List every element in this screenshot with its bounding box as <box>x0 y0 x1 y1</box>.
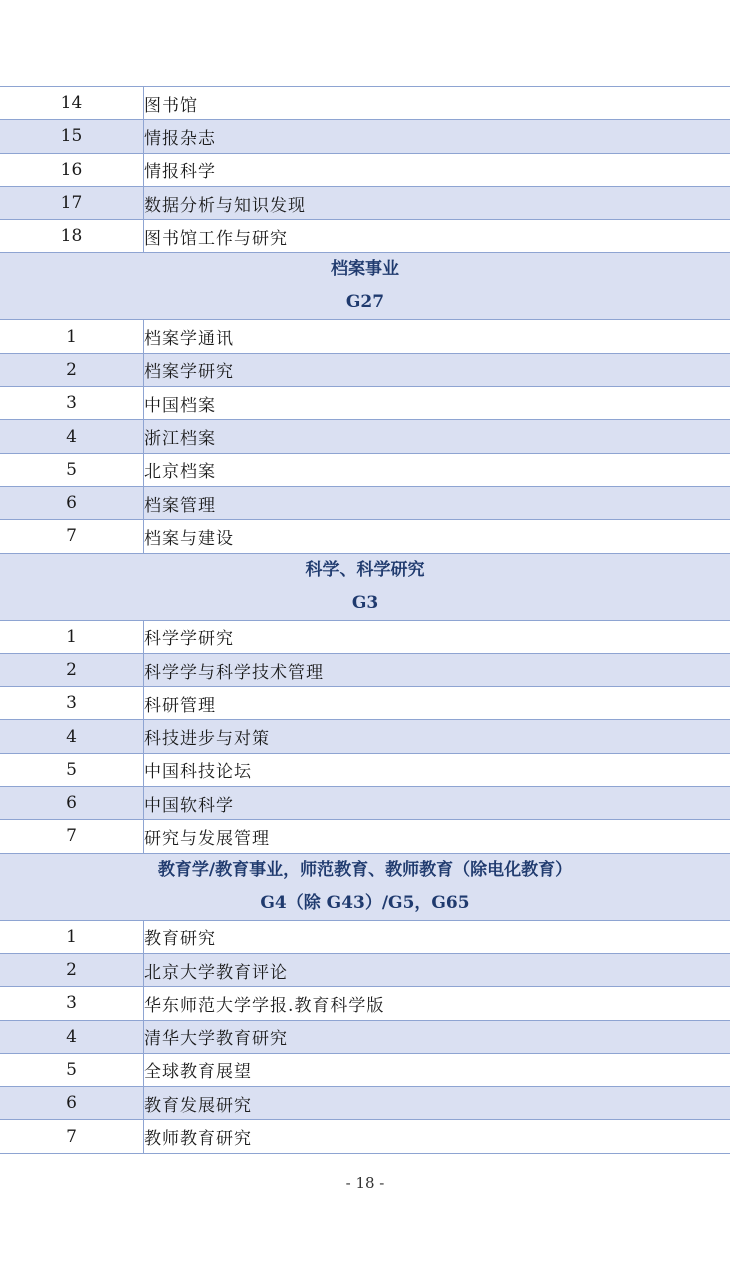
rank-cell: 2 <box>0 353 144 386</box>
rank-cell: 5 <box>0 453 144 486</box>
table-row <box>0 220 730 253</box>
table-row <box>0 1120 730 1153</box>
rank-cell: 1 <box>0 920 144 953</box>
rank-cell: 1 <box>0 620 144 653</box>
journal-title-cell: 科研管理 <box>144 687 730 720</box>
table-row <box>0 1087 730 1120</box>
journal-title-cell: 数据分析与知识发现 <box>144 186 730 219</box>
journal-title-cell: 档案管理 <box>144 486 730 519</box>
rank-cell: 18 <box>0 220 144 253</box>
page-number: - 18 - <box>345 1174 385 1192</box>
table-row <box>0 753 730 786</box>
section-name: 教育学/教育事业，师范教育、教师教育（除电化教育） <box>157 859 573 880</box>
journal-title-cell: 图书馆 <box>144 87 730 120</box>
table-row <box>0 520 730 553</box>
rank-cell: 4 <box>0 720 144 753</box>
journal-title-cell: 教育发展研究 <box>144 1087 730 1120</box>
rank-cell: 4 <box>0 420 144 453</box>
table-row <box>0 120 730 153</box>
rank-cell: 5 <box>0 753 144 786</box>
section-header <box>0 253 730 320</box>
section-name: 档案事业 <box>331 259 399 280</box>
journal-title-cell: 图书馆工作与研究 <box>144 220 730 253</box>
rank-cell: 3 <box>0 687 144 720</box>
table-row <box>0 320 730 353</box>
table-row <box>0 353 730 386</box>
table-row <box>0 87 730 120</box>
rank-cell: 14 <box>0 87 144 120</box>
journal-title-cell: 清华大学教育研究 <box>144 1020 730 1053</box>
table-row <box>0 420 730 453</box>
table-row <box>0 453 730 486</box>
journal-title-cell: 中国档案 <box>144 387 730 420</box>
table-row <box>0 820 730 853</box>
journal-title-cell: 全球教育展望 <box>144 1053 730 1086</box>
journal-title-cell: 情报科学 <box>144 153 730 186</box>
table-row <box>0 620 730 653</box>
rank-cell: 17 <box>0 186 144 219</box>
journal-title-cell: 科学学研究 <box>144 620 730 653</box>
journal-title-cell: 情报杂志 <box>144 120 730 153</box>
journal-table <box>0 86 730 1154</box>
rank-cell: 3 <box>0 987 144 1020</box>
table-row <box>0 387 730 420</box>
rank-cell: 2 <box>0 653 144 686</box>
section-header-cell <box>0 853 730 920</box>
journal-title-cell: 教师教育研究 <box>144 1120 730 1153</box>
rank-cell: 7 <box>0 520 144 553</box>
table-row <box>0 486 730 519</box>
table-row <box>0 153 730 186</box>
journal-table-body <box>0 87 730 1154</box>
rank-cell: 6 <box>0 1087 144 1120</box>
table-row <box>0 687 730 720</box>
rank-cell: 7 <box>0 820 144 853</box>
rank-cell: 1 <box>0 320 144 353</box>
table-row <box>0 920 730 953</box>
table-row <box>0 987 730 1020</box>
table-row <box>0 653 730 686</box>
journal-title-cell: 档案与建设 <box>144 520 730 553</box>
journal-title-cell: 北京档案 <box>144 453 730 486</box>
rank-cell: 2 <box>0 953 144 986</box>
section-header-cell <box>0 253 730 320</box>
journal-title-cell: 教育研究 <box>144 920 730 953</box>
section-header <box>0 853 730 920</box>
table-row <box>0 186 730 219</box>
journal-title-cell: 档案学通讯 <box>144 320 730 353</box>
rank-cell: 7 <box>0 1120 144 1153</box>
section-name: 科学、科学研究 <box>305 559 425 580</box>
section-code: G4（除 G43）/G5，G65 <box>260 892 470 913</box>
journal-title-cell: 北京大学教育评论 <box>144 953 730 986</box>
table-row <box>0 953 730 986</box>
rank-cell: 5 <box>0 1053 144 1086</box>
section-header-cell <box>0 553 730 620</box>
journal-title-cell: 研究与发展管理 <box>144 820 730 853</box>
journal-title-cell: 科技进步与对策 <box>144 720 730 753</box>
section-header <box>0 553 730 620</box>
rank-cell: 16 <box>0 153 144 186</box>
rank-cell: 3 <box>0 387 144 420</box>
journal-title-cell: 中国科技论坛 <box>144 753 730 786</box>
journal-title-cell: 华东师范大学学报.教育科学版 <box>144 987 730 1020</box>
section-code: G3 <box>351 592 379 613</box>
rank-cell: 6 <box>0 787 144 820</box>
journal-title-cell: 科学学与科学技术管理 <box>144 653 730 686</box>
table-row <box>0 787 730 820</box>
rank-cell: 4 <box>0 1020 144 1053</box>
rank-cell: 15 <box>0 120 144 153</box>
section-code: G27 <box>345 292 385 313</box>
rank-cell: 6 <box>0 486 144 519</box>
table-row <box>0 1020 730 1053</box>
table-row <box>0 1053 730 1086</box>
table-row <box>0 720 730 753</box>
journal-title-cell: 浙江档案 <box>144 420 730 453</box>
journal-title-cell: 档案学研究 <box>144 353 730 386</box>
journal-title-cell: 中国软科学 <box>144 787 730 820</box>
